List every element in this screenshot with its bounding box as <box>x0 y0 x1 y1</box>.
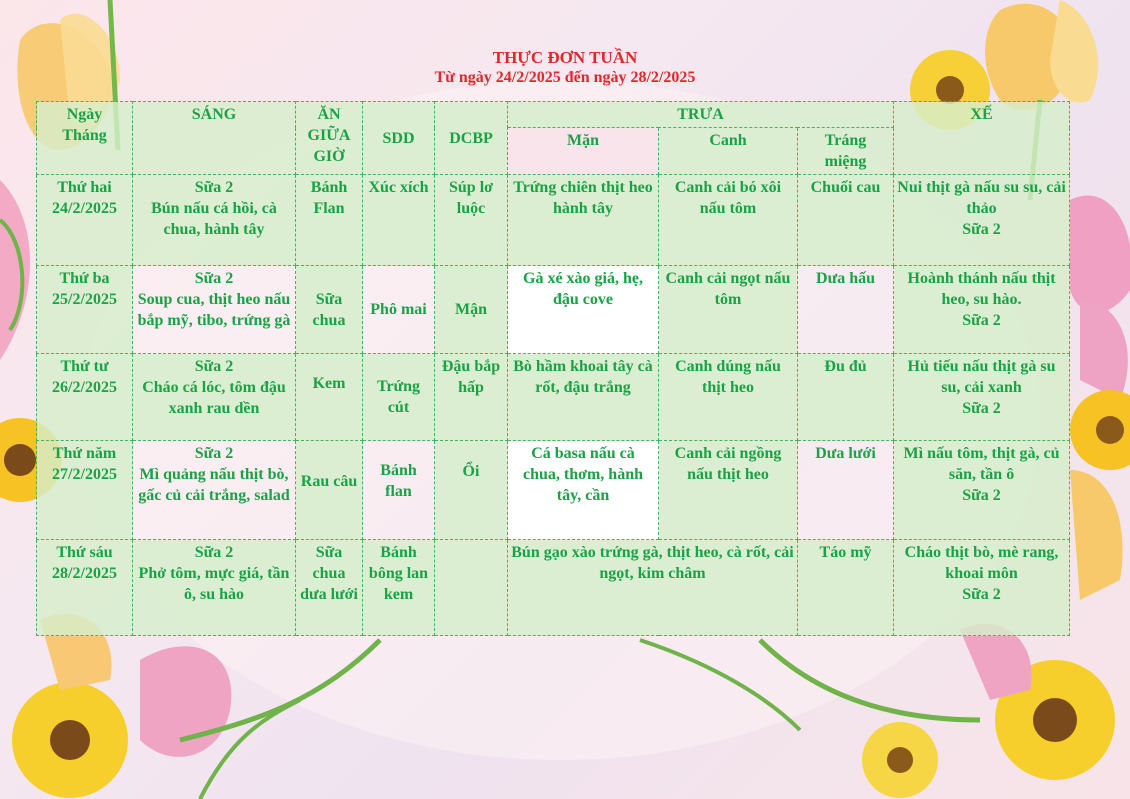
canh-cell: Canh cải ngồng nấu thịt heo <box>659 441 798 540</box>
header-trang-mieng: Tráng miệng <box>798 128 894 175</box>
xe-cell: Mì nấu tôm, thịt gà, củ săn, tần ô Sữa 2 <box>894 441 1070 540</box>
header-canh: Canh <box>659 128 798 175</box>
trang-mieng-cell: Chuối cau <box>798 175 894 266</box>
sdd-cell: Trứng cút <box>363 354 435 441</box>
dcbp-cell: Đậu bắp hấp <box>435 354 508 441</box>
man-canh-cell: Bún gạo xào trứng gà, thịt heo, cà rốt, cải ngọt, kim châm <box>508 540 798 636</box>
sdd-cell: Bánh bông lan kem <box>363 540 435 636</box>
xe-cell: Nui thịt gà nấu su su, cải thảo Sữa 2 <box>894 175 1070 266</box>
sang-cell: Sữa 2 Soup cua, thịt heo nấu bắp mỹ, tibo, trứng gà <box>133 266 296 354</box>
day-cell: Thứ sáu 28/2/2025 <box>37 540 133 636</box>
man-cell: Gà xé xào giá, hẹ, đậu cove <box>508 266 659 354</box>
header-dcbp: DCBP <box>435 102 508 175</box>
trang-mieng-cell: Dưa lưới <box>798 441 894 540</box>
man-cell: Trứng chiên thịt heo hành tây <box>508 175 659 266</box>
header-sdd: SDD <box>363 102 435 175</box>
dcbp-cell: Súp lơ luộc <box>435 175 508 266</box>
an-giua-gio-cell: Sữa chua <box>296 266 363 354</box>
page-subtitle: Từ ngày 24/2/2025 đến ngày 28/2/2025 <box>434 69 696 86</box>
header-man: Mặn <box>508 128 659 175</box>
day-cell: Thứ năm 27/2/2025 <box>37 441 133 540</box>
sang-cell: Sữa 2 Bún nấu cá hồi, cà chua, hành tây <box>133 175 296 266</box>
canh-cell: Canh cải bó xôi nấu tôm <box>659 175 798 266</box>
table-row <box>37 175 1070 266</box>
sang-cell: Sữa 2 Mì quảng nấu thịt bò, gấc củ cải trắng, salad <box>133 441 296 540</box>
header-trua: TRƯA <box>508 102 894 128</box>
dcbp-cell <box>435 540 508 636</box>
an-giua-gio-cell: Bánh Flan <box>296 175 363 266</box>
trang-mieng-cell: Dưa hấu <box>798 266 894 354</box>
table-row <box>37 441 1070 540</box>
day-cell: Thứ ba 25/2/2025 <box>37 266 133 354</box>
xe-cell: Cháo thịt bò, mè rang, khoai môn Sữa 2 <box>894 540 1070 636</box>
sdd-cell: Phô mai <box>363 266 435 354</box>
canh-cell: Canh dúng nấu thịt heo <box>659 354 798 441</box>
canh-cell: Canh cải ngọt nấu tôm <box>659 266 798 354</box>
an-giua-gio-cell: Rau câu <box>296 441 363 540</box>
dcbp-cell: Mận <box>435 266 508 354</box>
dcbp-cell: Ổi <box>435 441 508 540</box>
table-row <box>37 266 1070 354</box>
an-giua-gio-cell: Kem <box>296 354 363 441</box>
sang-cell: Sữa 2 Phở tôm, mực giá, tần ô, su hào <box>133 540 296 636</box>
day-cell: Thứ tư 26/2/2025 <box>37 354 133 441</box>
table-row <box>37 354 1070 441</box>
man-cell: Bò hầm khoai tây cà rốt, đậu trắng <box>508 354 659 441</box>
weekly-menu-table <box>36 101 1070 636</box>
xe-cell: Hủ tiếu nấu thịt gà su su, cải xanh Sữa 2 <box>894 354 1070 441</box>
an-giua-gio-cell: Sữa chua dưa lưới <box>296 540 363 636</box>
header-sang: SÁNG <box>133 102 296 175</box>
table-row <box>37 540 1070 636</box>
day-cell: Thứ hai 24/2/2025 <box>37 175 133 266</box>
sdd-cell: Xúc xích <box>363 175 435 266</box>
man-cell: Cá basa nấu cà chua, thơm, hành tây, cần <box>508 441 659 540</box>
sang-cell: Sữa 2 Cháo cá lóc, tôm đậu xanh rau dền <box>133 354 296 441</box>
title-block <box>0 48 1130 88</box>
page-title: THỰC ĐƠN TUẦN <box>492 48 638 67</box>
header-xe: XẾ <box>894 102 1070 175</box>
header-an-giua-gio: ĂN GIỮA GIỜ <box>296 102 363 175</box>
xe-cell: Hoành thánh nấu thịt heo, su hào. Sữa 2 <box>894 266 1070 354</box>
trang-mieng-cell: Đu đủ <box>798 354 894 441</box>
header-date: Ngày Tháng <box>37 102 133 175</box>
sdd-cell: Bánh flan <box>363 441 435 540</box>
trang-mieng-cell: Táo mỹ <box>798 540 894 636</box>
